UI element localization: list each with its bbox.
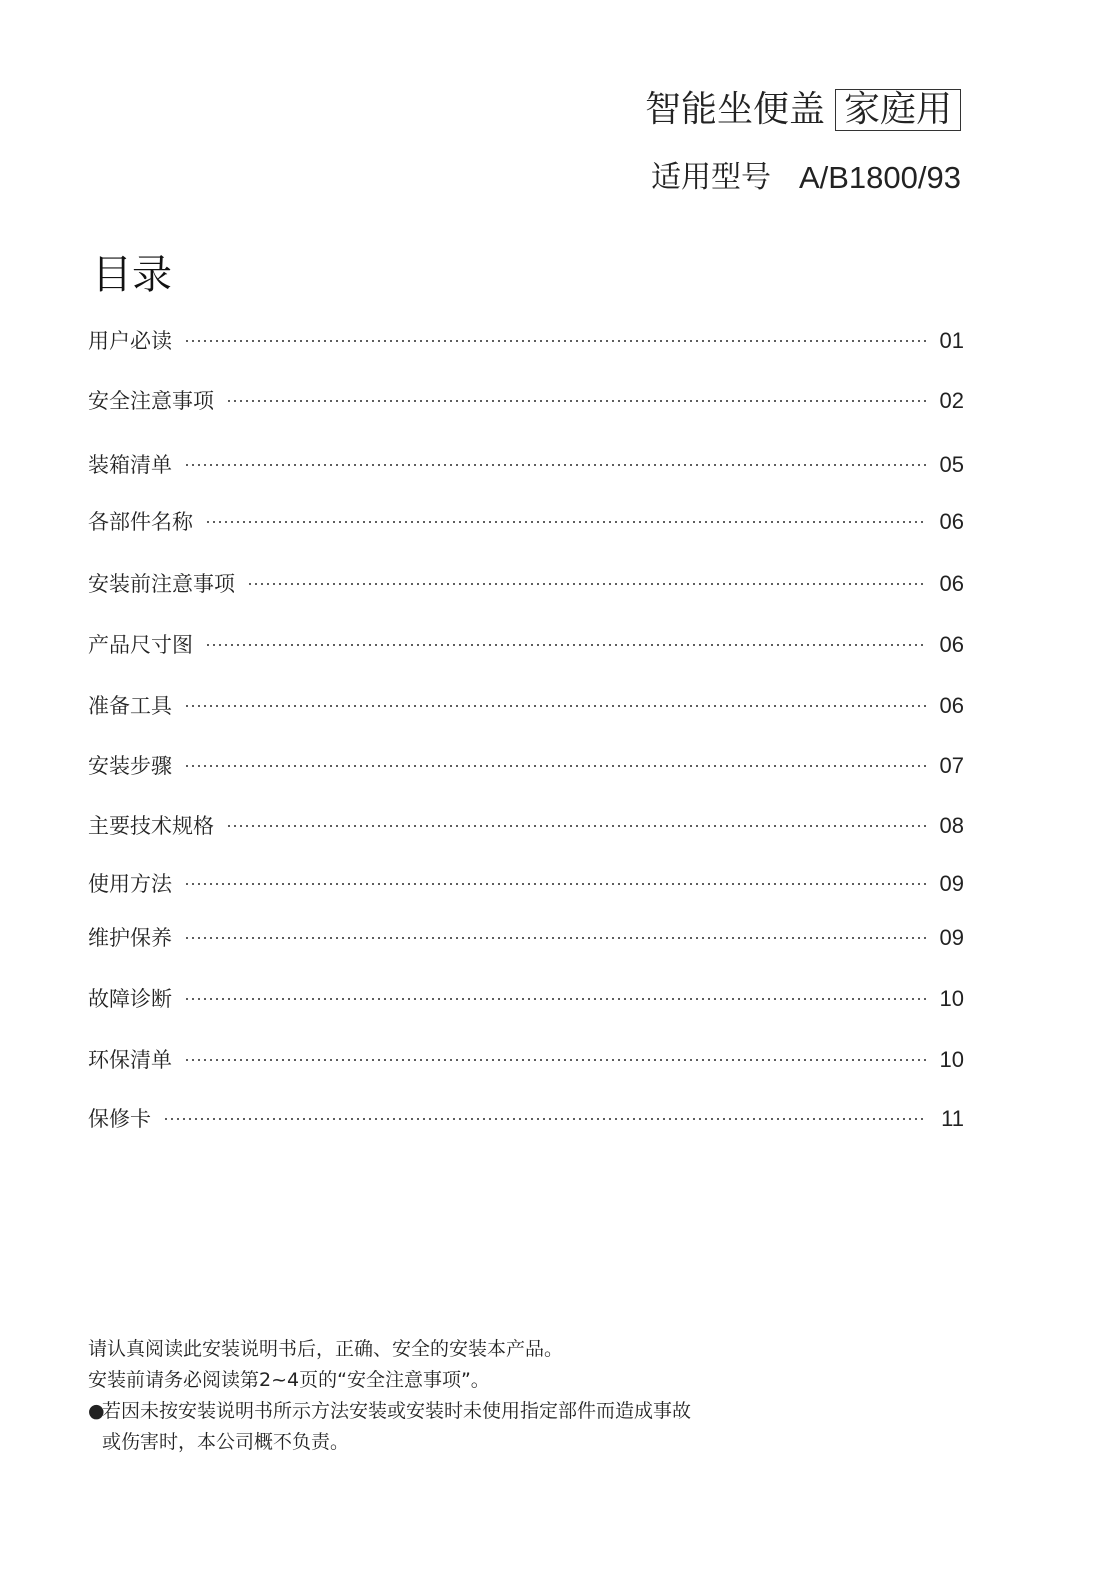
toc-entry-label: 安装前注意事项 — [88, 572, 235, 596]
notice-line: 安装前请务必阅读第2~4页的“安全注意事项”。 — [88, 1369, 490, 1391]
toc-entry-page: 06 — [939, 509, 964, 534]
toc-entry-page: 09 — [939, 871, 964, 896]
notice-line: 若因未按安装说明书所示方法安装或安装时未使用指定部件而造成事故 — [102, 1400, 692, 1422]
dot-leader — [226, 825, 926, 827]
toc-entry-label: 装箱清单 — [88, 453, 172, 477]
notice-bullet-item — [88, 1396, 828, 1427]
toc-entry-page: 07 — [939, 753, 964, 778]
dot-leader — [184, 998, 926, 1000]
toc-entry[interactable] — [88, 449, 964, 481]
bullet-icon: ● — [88, 1400, 105, 1422]
toc-entry[interactable] — [88, 983, 964, 1015]
notice-line: 或伤害时，本公司概不负责。 — [102, 1431, 350, 1453]
toc-entry[interactable] — [88, 750, 964, 782]
toc-entry-label: 环保清单 — [88, 1048, 172, 1072]
dot-leader — [184, 705, 926, 707]
model-line — [651, 158, 961, 198]
dot-leader — [184, 464, 926, 466]
toc-entry-label: 故障诊断 — [88, 987, 172, 1011]
toc-entry-label: 各部件名称 — [88, 510, 193, 534]
dot-leader — [184, 883, 926, 885]
toc-entry[interactable] — [88, 1103, 964, 1135]
toc-entry-label: 保修卡 — [88, 1107, 151, 1131]
toc-entry-page: 01 — [939, 328, 964, 353]
model-label: 适用型号 — [650, 160, 771, 195]
toc-entry[interactable] — [88, 868, 964, 900]
toc-entry-label: 产品尺寸图 — [88, 633, 193, 657]
toc-entry[interactable] — [88, 810, 964, 842]
toc-entry-label: 准备工具 — [88, 694, 172, 718]
toc-entry[interactable] — [88, 385, 964, 417]
toc-entry-label: 主要技术规格 — [88, 814, 214, 838]
notice-text — [88, 1334, 828, 1458]
toc-entry-label: 维护保养 — [88, 926, 172, 950]
dot-leader — [184, 765, 926, 767]
toc-entry-page: 06 — [939, 571, 964, 596]
dot-leader — [226, 400, 926, 402]
dot-leader — [247, 583, 926, 585]
toc-entry-page: 02 — [939, 388, 964, 413]
dot-leader — [163, 1118, 926, 1120]
notice-line: 请认真阅读此安装说明书后，正确、安全的安装本产品。 — [88, 1338, 564, 1360]
toc-entry-label: 用户必读 — [88, 329, 172, 353]
toc-entry-label: 安装步骤 — [88, 754, 172, 778]
toc-entry-page: 06 — [939, 693, 964, 718]
dot-leader — [184, 1059, 926, 1061]
toc-entry-page: 10 — [939, 986, 964, 1011]
toc-entry-page: 08 — [939, 813, 964, 838]
toc-entry-label: 安全注意事项 — [88, 389, 214, 413]
toc-entry[interactable] — [88, 1044, 964, 1076]
toc-entry-page: 09 — [939, 925, 964, 950]
usage-label-box: 家庭用 — [835, 89, 961, 131]
product-title — [645, 88, 961, 132]
toc-heading: 目录 — [92, 252, 172, 298]
toc-entry-page: 05 — [939, 452, 964, 477]
toc-entry[interactable] — [88, 506, 964, 538]
toc-entry[interactable] — [88, 629, 964, 661]
dot-leader — [205, 521, 926, 523]
dot-leader — [184, 937, 926, 939]
toc-entry[interactable] — [88, 922, 964, 954]
dot-leader — [205, 644, 926, 646]
toc-entry-page: 10 — [939, 1047, 964, 1072]
toc-entry[interactable] — [88, 568, 964, 600]
toc-entry-page: 06 — [939, 632, 964, 657]
toc-entry[interactable] — [88, 690, 964, 722]
product-name: 智能坐便盖 — [644, 89, 825, 130]
toc-entry-page: 11 — [941, 1106, 964, 1131]
toc-entry-label: 使用方法 — [88, 872, 172, 896]
dot-leader — [184, 340, 926, 342]
toc-entry[interactable] — [88, 325, 964, 357]
model-code: A/B1800/93 — [798, 160, 961, 195]
